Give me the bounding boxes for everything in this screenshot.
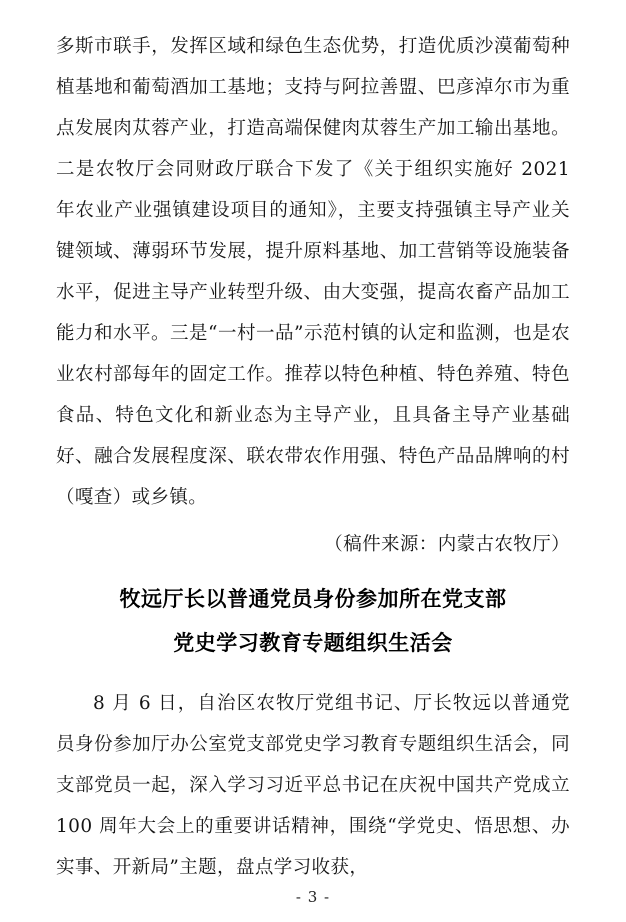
paragraph-continuation: 多斯市联手，发挥区域和绿色生态优势，打造优质沙漠葡萄种植基地和葡萄酒加工基地；支持与阿拉善盟、巴彦淖尔市为重点发展肉苁蓉产业，打造高端保健肉苁蓉生产加工输出基地。二是农牧厅会同财政厅联合下发了《关于组织实施好 2021 年农业产业强镇建设项目的通知》，主要支持强镇主导产业关键领域、薄弱环节发展，提升原料基地、加工营销等设施装备水平，促进主导产业转型升级、由大变强，提高农畜产品加工能力和水平。三是“一村一品”示范村镇的认定和监测，也是农业农村部每年的固定工作。推荐以特色种植、特色养殖、特色食品、特色文化和新业态为主导产业，且具备主导产业基础好、融合发展程度深、联农带农作用强、特色产品品牌响的村（嘎查）或乡镇。 xyxy=(56,36,570,508)
article-heading-line-2: 党史学习教育专题组织生活会 xyxy=(173,630,453,655)
page-number: - 3 - xyxy=(295,888,331,906)
source-attribution: （稿件来源：内蒙古农牧厅） xyxy=(324,534,570,555)
article-body-block xyxy=(56,683,570,888)
page-footer xyxy=(0,888,626,906)
article-paragraph-1: 8 月 6 日，自治区农牧厅党组书记、厅长牧远以普通党员身份参加厅办公室党支部党史学习教育专题组织生活会，同支部党员一起，深入学习习近平总书记在庆祝中国共产党成立 100 周年大会上的重要讲话精神，围绕“学党史、悟思想、办实事、开新局”主题，盘点学习收获， xyxy=(56,693,570,878)
article-heading xyxy=(56,577,570,665)
article-heading-line-1: 牧远厅长以普通党员身份参加所在党支部 xyxy=(119,586,507,611)
body-text-block xyxy=(56,26,570,518)
